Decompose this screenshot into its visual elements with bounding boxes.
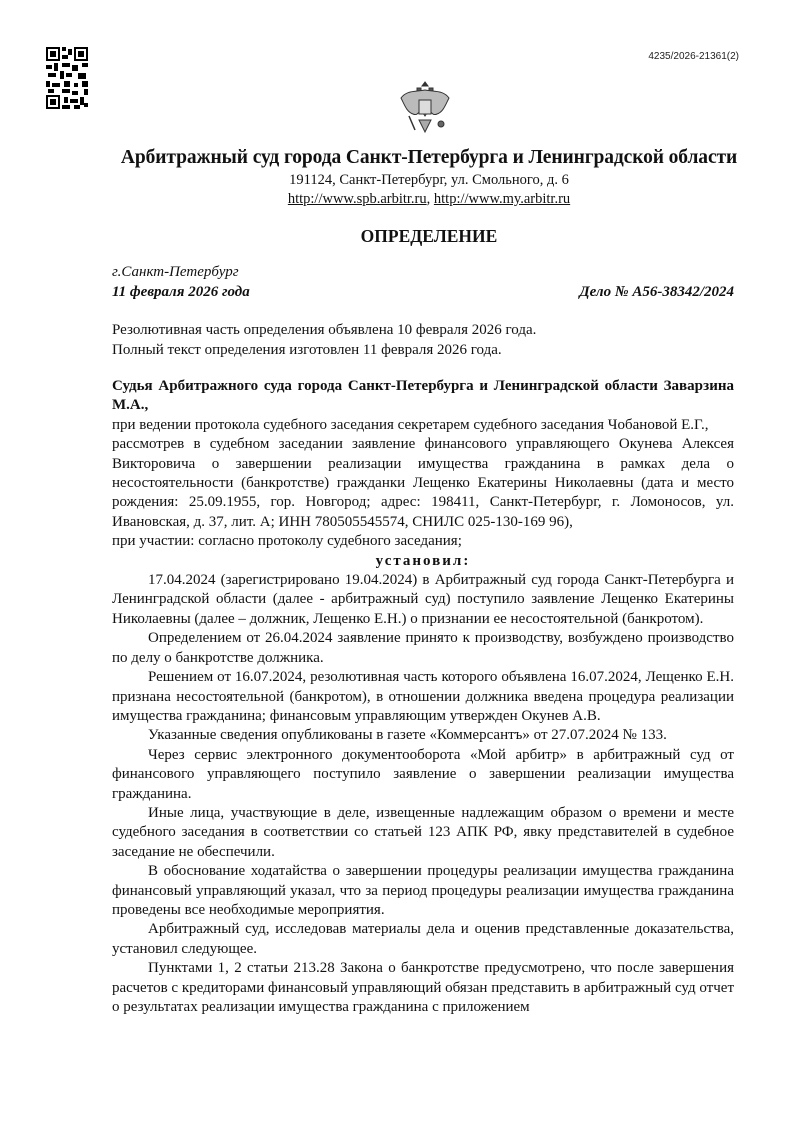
coat-of-arms-icon	[397, 76, 453, 138]
established-heading: установил:	[375, 552, 471, 569]
link-separator: ,	[426, 191, 434, 207]
document-number: 4235/2026-21361(2)	[648, 51, 739, 62]
paragraph: Решением от 16.07.2024, резолютивная часть которого объявлена 16.07.2024, Лещенко Е.Н. признана несостоятельной (банкротом), в отношении должника введена процедура реализации имущества гражданина; финансовым управляющим утвержден Окунев А.В.	[112, 669, 734, 724]
city: г.Санкт-Петербург	[112, 264, 239, 280]
resolution-info	[112, 320, 536, 360]
paragraph: В обоснование ходатайства о завершении процедуры реализации имущества гражданина финансовый управляющий указал, что за период процедуры реализации имущества гражданина проведены все необходимые мероприятия.	[112, 863, 734, 918]
secretary-line: при ведении протокола судебного заседания секретарем судебного заседания Чобановой Е.Г.,	[112, 416, 709, 433]
court-name: Арбитражный суд города Санкт-Петербурга и Ленинградской области	[120, 147, 738, 168]
court-address: 191124, Санкт-Петербург, ул. Смольного, д. 6	[289, 172, 569, 188]
document-title: ОПРЕДЕЛЕНИЕ	[360, 226, 498, 246]
paragraph: Арбитражный суд, исследовав материалы дела и оценив представленные доказательства, установил следующее.	[112, 921, 734, 957]
paragraph: Определением от 26.04.2024 заявление принято к производству, возбуждено производство по делу о банкротстве должника.	[112, 630, 734, 666]
judge-line: Судья Арбитражного суда города Санкт-Петербурга и Ленинградской области Заварзина М.А.,	[112, 378, 734, 414]
case-number: Дело № А56-38342/2024	[579, 284, 734, 300]
document-body	[112, 377, 734, 1017]
paragraph: Указанные сведения опубликованы в газете «Коммерсантъ» от 27.07.2024 № 133.	[148, 727, 667, 744]
paragraph: Через сервис электронного документооборота «Мой арбитр» в арбитражный суд от финансового управляющего поступило заявление о завершении реализации имущества гражданина.	[112, 746, 734, 802]
paragraph: 17.04.2024 (зарегистрировано 19.04.2024) в Арбитражный суд города Санкт-Петербурга и Ленинградской области (далее - арбитражный суд) поступило заявление Лещенко Екатерины Николаевны (далее – должник, Лещенко Е.Н.) о признании ее несостоятельной (банкротом).	[112, 572, 734, 627]
qr-code-icon	[46, 47, 88, 109]
my-arbitr-link[interactable]: http://www.my.arbitr.ru	[433, 191, 571, 207]
court-links	[0, 191, 800, 208]
document-date: 11 февраля 2026 года	[112, 284, 250, 300]
resolution-announced: Резолютивная часть определения объявлена 10 февраля 2026 года.	[112, 322, 537, 338]
participation-line: при участии: согласно протоколу судебного заседания;	[112, 533, 462, 550]
paragraph: Пунктами 1, 2 статьи 213.28 Закона о банкротстве предусмотрено, что после завершения расчетов с кредиторами финансовый управляющий обязан представить в арбитражный суд отчет о результатах реализации имущества гражданина с приложением	[112, 960, 734, 1015]
considered-paragraph: рассмотрев в судебном заседании заявление финансового управляющего Окунева Алексея Викторовича о завершении реализации имущества гражданина в рамках дела о несостоятельности (банкротстве) гражданки Лещенко Екатерины Николаевны (дата и место рождения: 25.09.1955, гор. Новгород; адрес: 198411, Санкт-Петербург, г. Ломоносов, ул. Ивановская, д. 37, лит. А; ИНН 780505545574, СНИЛС 025-130-169 96),	[112, 436, 734, 530]
paragraph: Иные лица, участвующие в деле, извещенные надлежащим образом о времени и месте судебного заседания в соответствии со статьей 123 АПК РФ, явку представителей в судебное заседание не обеспечили.	[112, 804, 734, 860]
full-text-made: Полный текст определения изготовлен 11 февраля 2026 года.	[112, 342, 502, 358]
spb-arbitr-link[interactable]: http://www.spb.arbitr.ru	[287, 191, 427, 207]
